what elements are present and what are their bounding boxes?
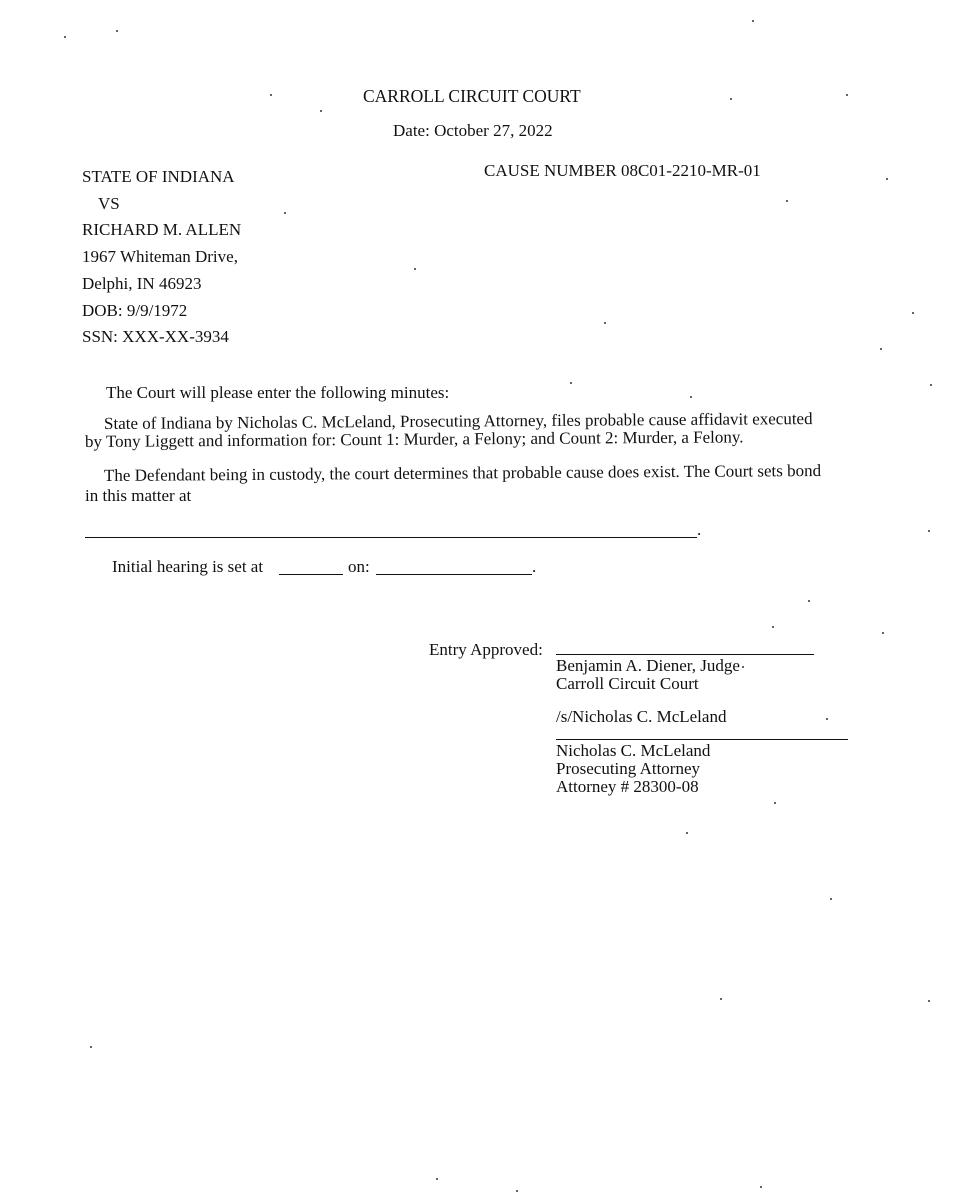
scan-speck <box>880 348 882 350</box>
scan-speck <box>912 312 914 314</box>
plaintiff: STATE OF INDIANA <box>82 167 235 186</box>
judge-name: Benjamin A. Diener, Judge <box>556 656 740 675</box>
hearing-on-label: on: <box>348 557 370 576</box>
scan-speck <box>786 200 788 202</box>
prosecutor-name: Nicholas C. McLeland <box>556 741 711 760</box>
scan-speck <box>774 802 776 804</box>
court-name: CARROLL CIRCUIT COURT <box>363 86 581 106</box>
scan-speck <box>730 98 732 100</box>
scan-speck <box>414 268 416 270</box>
scan-speck <box>760 1186 762 1188</box>
scan-speck <box>90 1046 92 1048</box>
scan-speck <box>270 94 272 96</box>
entry-approved-label: Entry Approved: <box>429 640 543 659</box>
document-date: Date: October 27, 2022 <box>393 121 553 140</box>
scan-speck <box>570 382 572 384</box>
scan-speck <box>846 94 848 96</box>
prosecutor-electronic-signature: /s/Nicholas C. McLeland <box>556 707 727 726</box>
scan-speck <box>604 322 606 324</box>
bond-paragraph-line2: in this matter at <box>85 486 192 505</box>
scan-speck <box>886 178 888 180</box>
hearing-label: Initial hearing is set at <box>112 557 264 576</box>
versus: VS <box>98 194 120 213</box>
scan-speck <box>742 666 744 668</box>
scan-speck <box>116 30 118 32</box>
scan-speck <box>690 396 692 398</box>
scan-speck <box>928 1000 930 1002</box>
prosecutor-title: Prosecuting Attorney <box>556 759 701 778</box>
scan-speck <box>830 898 832 900</box>
scan-speck <box>64 36 66 38</box>
scan-speck <box>928 530 930 532</box>
judge-signature-line <box>556 654 814 655</box>
defendant-address-line1: 1967 Whiteman Drive, <box>82 247 238 266</box>
judge-court: Carroll Circuit Court <box>556 674 699 693</box>
scan-speck <box>930 384 932 386</box>
hearing-terminator: . <box>532 557 537 576</box>
cause-number: CAUSE NUMBER 08C01-2210-MR-01 <box>484 161 761 180</box>
filing-paragraph-line1: State of Indiana by Nicholas C. McLeland, Prosecuting Attorney, files probable cause affidavit executed <box>103 409 813 433</box>
scan-speck <box>808 600 810 602</box>
scan-speck <box>436 1178 438 1180</box>
scan-speck <box>516 1190 518 1192</box>
attorney-number: Attorney # 28300-08 <box>556 777 699 796</box>
defendant-dob: DOB: 9/9/1972 <box>82 301 188 320</box>
bond-terminator: . <box>697 520 702 539</box>
hearing-date-blank <box>376 574 532 575</box>
scan-speck <box>720 998 722 1000</box>
hearing-time-blank <box>279 574 343 575</box>
defendant-ssn: SSN: XXX-XX-3934 <box>82 327 229 346</box>
bond-paragraph-line1: The Defendant being in custody, the court determines that probable cause does exist. The Court sets bond <box>103 460 822 485</box>
scan-speck <box>686 832 688 834</box>
defendant-name: RICHARD M. ALLEN <box>82 220 242 239</box>
scan-speck <box>882 632 884 634</box>
scan-speck <box>320 110 322 112</box>
defendant-address-line2: Delphi, IN 46923 <box>82 274 202 293</box>
scan-speck <box>826 718 828 720</box>
bond-amount-blank <box>85 537 697 538</box>
scan-speck <box>772 626 774 628</box>
filing-paragraph-line2: by Tony Liggett and information for: Count 1: Murder, a Felony; and Count 2: Murder, a Felony. <box>84 427 744 451</box>
scan-speck <box>752 20 754 22</box>
scan-speck <box>284 212 286 214</box>
prosecutor-signature-line <box>556 739 848 740</box>
minutes-intro: The Court will please enter the following minutes: <box>106 383 450 402</box>
